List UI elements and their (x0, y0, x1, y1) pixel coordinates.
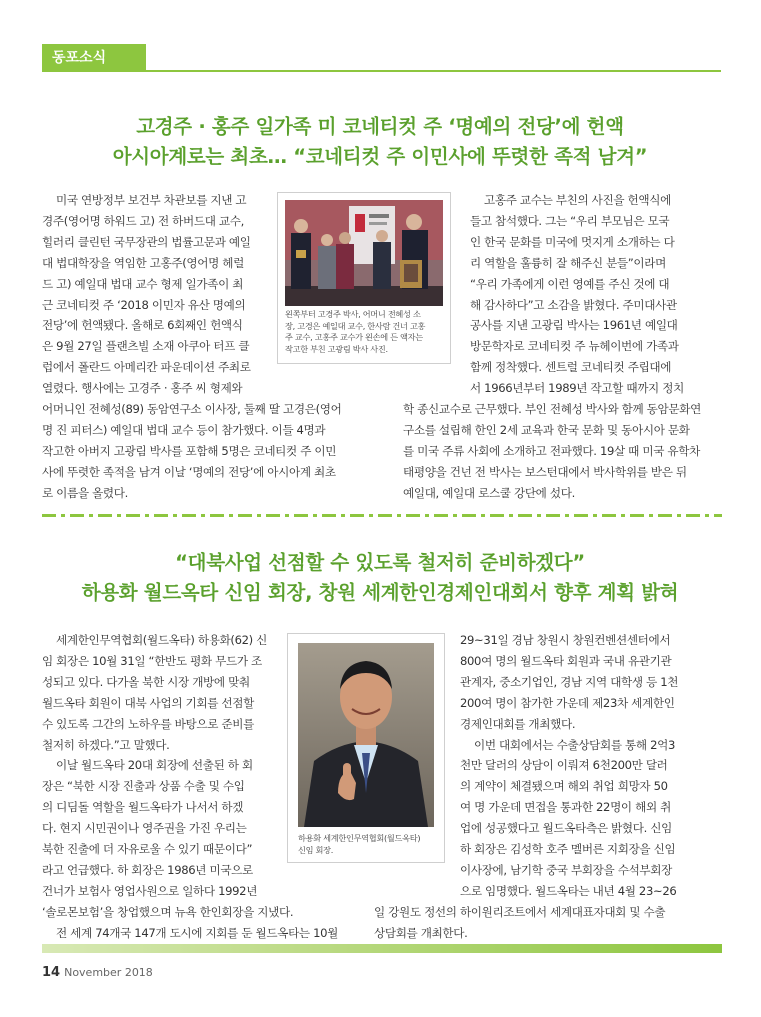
text-line: 북한 진출에 더 자유로울 수 있기 때문이다” (42, 842, 253, 857)
text-line: 세계한인무역협회(월드옥타) 하용화(62) 신 (56, 633, 268, 647)
issue-date: November 2018 (64, 966, 153, 979)
text-line: 은 9월 27일 플랜츠빌 소재 아쿠아 터프 클 (42, 339, 250, 354)
text-line: 미국 연방정부 보건부 차관보를 지낸 고 (56, 193, 247, 207)
article1-bottom-left (42, 399, 341, 504)
text-line: 수 있도록 그간의 노하우를 바탕으로 준비를 (42, 716, 254, 731)
text-line: 학 종신교수로 근무했다. 부인 전혜성 박사와 함께 동암문화연 (403, 402, 701, 416)
text-line: 경제인대회를 개최했다. (460, 716, 576, 731)
text-line: 전당’에 헌액됐다. 올해로 6회째인 헌액식 (42, 318, 243, 333)
text-line: 서 1966년부터 1989년 작고할 때까지 정치 (470, 381, 684, 396)
text-line: 리 역할을 훌륭히 잘 해주신 분들”이라며 (470, 255, 666, 270)
text-line: 사에 뚜렷한 족적을 남겨 이날 ‘명예의 전당’에 아시아계 최초 (42, 464, 336, 479)
caption-line: 신임 회장. (298, 844, 334, 855)
text-line: 800여 명의 월드옥타 회원과 국내 유관기관 (460, 653, 672, 668)
text-line: 로 이름을 올렸다. (42, 485, 128, 500)
text-line: 의 계약이 체결됐으며 해외 취업 희망자 50 (460, 779, 668, 794)
text-line: 드 고) 예일대 법대 교수 형제 일가족이 최 (42, 276, 244, 291)
text-line: 건너가 보험사 영업사원으로 일하다 1992년 (42, 883, 258, 898)
text-line: 이번 대회에서는 수출상담회를 통해 2억3 (474, 737, 675, 752)
text-line: 철저히 하겠다.”고 말했다. (42, 737, 170, 752)
headline-line: 아시아계로는 최초… “코네티컷 주 이민사에 뚜렷한 족적 남겨” (112, 145, 648, 168)
article1-column-3 (470, 190, 684, 399)
text-line: 작고한 아버지 고광림 박사를 포함해 5명은 코네티컷 주 이민 (42, 443, 337, 458)
text-line: 들고 참석했다. 그는 “우리 부모님은 모국 (470, 213, 670, 228)
text-line: 하 회장은 김성학 호주 멜버른 지회장을 신임 (460, 842, 676, 857)
portrait-photo (298, 643, 434, 827)
text-line: 으로 임명했다. 월드옥타는 내년 4월 23~26 (460, 883, 677, 898)
text-line: 관계자, 중소기업인, 경남 지역 대학생 등 1천 (460, 674, 679, 689)
headline-line: “대북사업 선점할 수 있도록 철저히 준비하겠다” (175, 551, 585, 574)
article2-photo-frame (287, 633, 445, 863)
text-line: 천만 달러의 상담이 이뤄져 6천200만 달러 (460, 758, 668, 773)
headline-line: 고경주 · 홍주 일가족 미 코네티컷 주 ‘명예의 전당’에 헌액 (136, 115, 624, 138)
text-line: 업에 성공했다고 월드옥타측은 밝혔다. 신임 (460, 821, 672, 836)
text-line: 일 강원도 정선의 하이원리조트에서 세계대표자대회 및 수출 (374, 905, 666, 919)
text-line: 구소를 설립해 한인 2세 교육과 한국 문화 및 동아시아 문화 (403, 422, 690, 437)
caption-line: 하용화 세계한인무역협회(월드옥타) (298, 833, 421, 843)
article2-bottom-right (374, 902, 665, 944)
text-line: 장은 “북한 시장 진출과 상품 수출 및 수입 (42, 779, 245, 794)
text-line: 경주(영어명 하워드 고) 전 하버드대 교수, (42, 213, 244, 228)
article1-column-1 (42, 190, 251, 399)
footer-bar (42, 944, 722, 953)
caption-line: 장, 고경은 예일대 교수, 한사람 건너 고홍 (285, 320, 426, 331)
section-rule (146, 70, 721, 72)
text-line: 다. 현지 시민권이나 영주권을 가진 우리는 (42, 821, 247, 836)
article1-bottom-right (403, 399, 701, 504)
section-label: 동포소식 (42, 44, 146, 72)
article1-photo-caption (285, 309, 425, 355)
award-ceremony-photo (285, 200, 443, 306)
text-line: 이사장에, 남기학 중국 부회장을 수석부회장 (460, 862, 672, 877)
page-number: 14 (42, 965, 61, 980)
caption-line: 작고한 부친 고광림 박사 사진. (285, 343, 388, 354)
text-line: 고홍주 교수는 부친의 사진을 헌액식에 (484, 193, 671, 207)
text-line: 전 세계 74개국 147개 도시에 지회를 둔 월드옥타는 10월 (56, 925, 339, 940)
text-line: ‘솔로몬보험’을 창업했으며 뉴욕 한인회장을 지냈다. (42, 904, 294, 919)
text-line: 여 명 가운데 면접을 통과한 22명이 해외 취 (460, 800, 671, 815)
text-line: 공사를 지낸 고광림 박사는 1961년 예일대 (470, 318, 678, 333)
text-line: 명 진 피터스) 예일대 법대 교수 등이 참가했다. 이들 4명과 (42, 422, 326, 437)
page-folio (42, 965, 153, 980)
article1-photo-frame (277, 192, 451, 364)
article1-headline (40, 112, 720, 172)
text-line: 29~31일 경남 창원시 창원컨벤션센터에서 (460, 633, 671, 647)
text-line: “우리 가족에게 이런 영예를 주신 것에 대 (470, 276, 670, 291)
text-line: 인 한국 문화를 미국에 멋지게 소개하는 다 (470, 234, 675, 249)
text-line: 의 디딤돌 역할을 월드옥타가 나서서 하겠 (42, 800, 244, 815)
text-line: 임 회장은 10월 31일 “한반도 평화 무드가 조 (42, 653, 262, 668)
text-line: 상담회를 개최한다. (374, 925, 468, 940)
text-line: 열렸다. 행사에는 고경주 · 홍주 씨 형제와 (42, 381, 243, 396)
text-line: 성되고 있다. 다가올 북한 시장 개방에 맞춰 (42, 674, 250, 689)
article-divider (42, 514, 722, 517)
headline-line: 하용화 월드옥타 신임 회장, 창원 세계한인경제인대회서 향후 계획 밝혀 (81, 581, 679, 604)
text-line: 월드옥타 회원이 대북 사업의 기회를 선점할 (42, 695, 254, 710)
text-line: 방문학자로 코네티컷 주 뉴헤이번에 가족과 (470, 339, 679, 354)
text-line: 어머니인 전혜성(89) 동암연구소 이사장, 둘째 딸 고경은(영어 (42, 402, 342, 416)
text-line: 함께 정착했다. 센트럴 코네티컷 주립대에 (470, 360, 672, 375)
caption-line: 주 교수, 고홍주 교수가 왼손에 든 액자는 (285, 332, 423, 342)
text-line: 근 코네티컷 주 ‘2018 이민자 유산 명예의 (42, 297, 246, 312)
text-line: 를 미국 주류 사회에 소개하고 전파했다. 19살 때 미국 유학차 (403, 443, 700, 458)
text-line: 힐러리 클린턴 국무장관의 법률고문과 예일 (42, 234, 251, 249)
text-line: 대 법대학장을 역임한 고홍주(영어명 헤럴 (42, 255, 244, 270)
text-line: 예일대, 예일대 로스쿨 강단에 섰다. (403, 485, 575, 500)
text-line: 해 감사하다”고 소감을 밝혔다. 주미대사관 (470, 297, 677, 312)
text-line: 럽에서 폴란드 아메리칸 파운데이션 주최로 (42, 360, 251, 375)
article2-headline (40, 548, 720, 608)
text-line: 이날 월드옥타 20대 회장에 선출된 하 회 (56, 758, 253, 773)
article2-photo-caption (298, 833, 420, 856)
text-line: 라고 언급했다. 하 회장은 1986년 미국으로 (42, 862, 253, 877)
article2-column-3 (460, 630, 678, 902)
text-line: 200여 명이 참가한 가운데 제23차 세계한인 (460, 695, 675, 710)
text-line: 태평양을 건넌 전 박사는 보스턴대에서 박사학위를 받은 뒤 (403, 464, 687, 479)
caption-line: 왼쪽부터 고경주 박사, 어머니 전혜성 소 (285, 309, 421, 319)
